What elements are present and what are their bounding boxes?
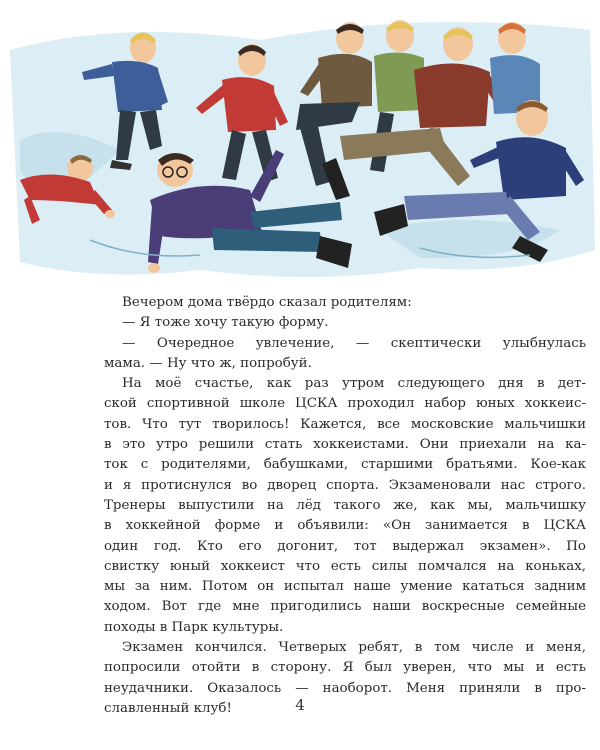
paragraph-line: — Я тоже хочу такую форму. <box>122 315 329 331</box>
paragraph-line: походы в Парк культуры. <box>104 619 284 635</box>
paragraph-line: и я протиснулся во дворец спорта. Экзаменовали нас строго. <box>104 477 586 493</box>
paragraph-line: мама. — Ну что ж, попробуй. <box>104 355 312 371</box>
paragraph-line: свистку юный хоккеист что есть силы помчался на коньках, <box>104 558 586 574</box>
paragraph-line: славленный клуб! <box>104 700 232 716</box>
paragraph-line: ской спортивной школе ЦСКА проходил набор юных хоккеис- <box>104 396 586 412</box>
paragraph-line: Экзамен кончился. Четверых ребят, в том числе и меня, <box>122 640 586 656</box>
body-text <box>104 293 586 719</box>
paragraph-line: Вечером дома твёрдо сказал родителям: <box>122 295 412 310</box>
paragraph-line: мы за ним. Потом он испытал наше умение кататься задним <box>104 579 586 595</box>
paragraph-line: тов. Что тут творилось! Кажется, все московские мальчишки <box>104 416 586 432</box>
paragraph-line: попросили отойти в сторону. Я был уверен, что мы и есть <box>104 660 586 676</box>
paragraph-line: На моё счастье, как раз утром следующего дня в дет- <box>122 376 586 392</box>
paragraph-line: в хоккейной форме и объявили: «Он занимается в ЦСКА <box>104 518 586 534</box>
paragraph-line: — Очередное увлечение, — скептически улыбнулась <box>122 335 586 351</box>
paragraph-line: в это утро решили стать хоккеистами. Они приехали на ка- <box>104 437 586 453</box>
paragraph-line: один год. Кто его догонит, тот выдержал экзамен». По <box>104 538 586 554</box>
paragraph-line: ток с родителями, бабушками, старшими братьями. Кое-как <box>104 457 586 473</box>
paragraph-line: неудачники. Оказалось — наоборот. Меня приняли в про- <box>104 680 586 696</box>
paragraph-line: Тренеры выпустили на лёд такого же, как мы, мальчишку <box>104 497 586 513</box>
page-number: 4 <box>295 696 305 714</box>
paragraph-line: ходом. Вот где мне пригодились наши воскресные семейные <box>104 599 586 615</box>
skating-kids-illustration <box>0 0 600 292</box>
